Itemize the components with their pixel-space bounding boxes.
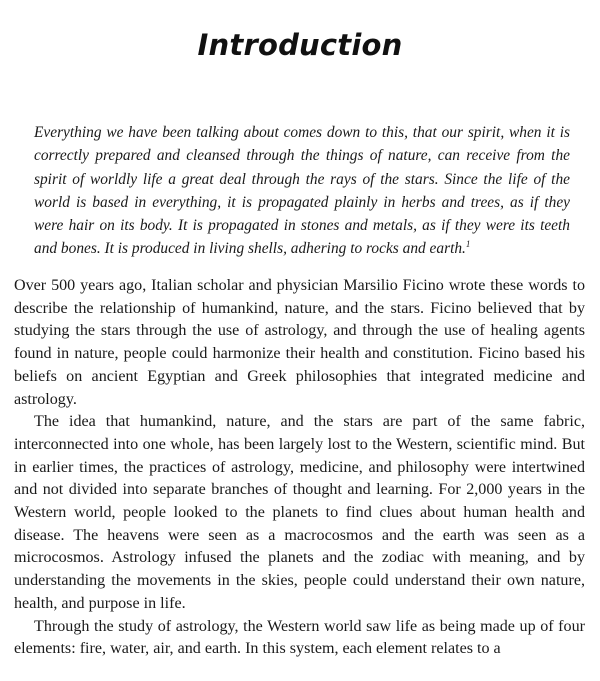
body-text [14,275,585,661]
chapter-title: Introduction [197,28,403,62]
body-paragraph-3: Through the study of astrology, the Western world saw life as being made up of four elements: fire, water, air, and earth. In this system, each element relates to a [14,617,585,658]
footnote-marker: 1 [465,239,471,250]
body-paragraph-1: Over 500 years ago, Italian scholar and physician Marsilio Ficino wrote these words to describe the relationship of humankind, nature, and the stars. Ficino believed that by studying the stars through the use of astrology, and through the use of healing agents found in nature, people could harmonize their health and constitution. Ficino based his beliefs on ancient Egyptian and Greek philosophies that integrated medicine and astrology. [14,277,585,408]
epigraph-text: Everything we have been talking about comes down to this, that our spirit, when it is correctly prepared and cleansed through the things of nature, can receive from the spirit of worldly life a great deal through the rays of the stars. Since the life of the world is based in everything, it is propagated plainly in herbs and trees, as if they were hair on its body. It is propagated in stones and metals, as if they were its teeth and bones. It is produced in living shells, adhering to rocks and earth. [34,124,570,258]
epigraph-quote [34,121,570,261]
body-paragraph-2: The idea that humankind, nature, and the stars are part of the same fabric, interconnected into one whole, has been largely lost to the Western, scientific mind. But in earlier times, the practices of astrology, medicine, and philosophy were intertwined and not divided into separate branches of thought and learning. For 2,000 years in the Western world, people looked to the planets to find clues about human health and disease. The heavens were seen as a macrocosmos and the earth was seen as a microcosmos. Astrology infused the planets and the zodiac with meaning, and by understanding the movements in the skies, people could understand their own nature, health, and purpose in life. [14,413,585,612]
